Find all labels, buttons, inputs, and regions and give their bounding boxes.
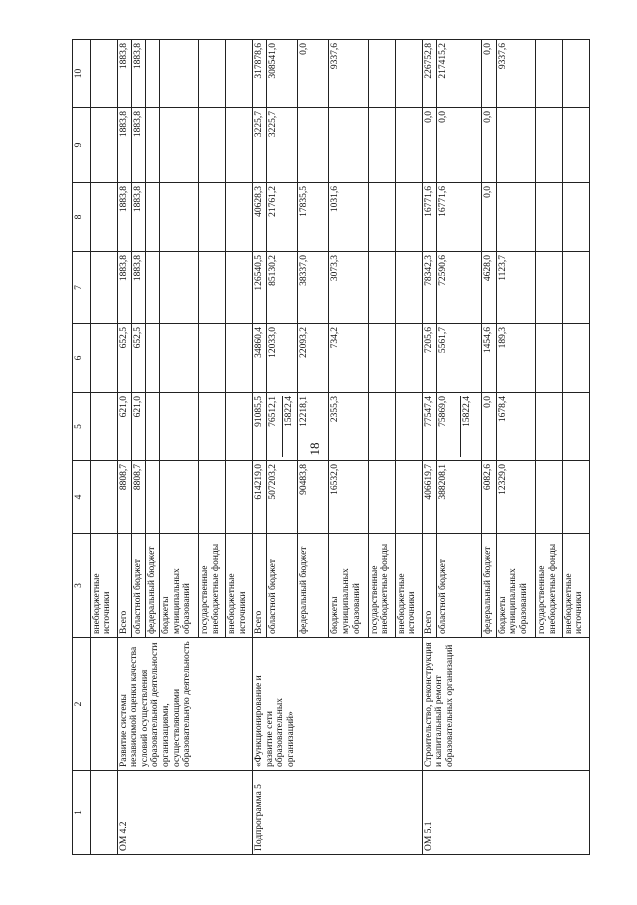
header-cell: 6 [73,324,91,393]
header-row [73,40,91,855]
table-row: ОМ 5.1 Строительство, реконструкция и капитальный ремонт образовательных организаций Всего 406619,7 77547,4 7205,6 78342,3 16771,6 0,0 226752,8 [422,40,436,855]
table-row: федеральный бюджет 6082,6 0,0 1454,6 4628,0 0,0 0,0 0,0 [482,40,496,855]
source-cell: государственные внебюджетные фонды [199,534,226,638]
table-row: Подпрограмма 5 «Функционирование и развитие сети образовательных организаций» Всего 614219,0 91085,5 34860,4 126540,5 40628,3 3225,7 317878,6 [253,40,267,855]
table-row: областной бюджет 8808,7 621,0 652,5 1883,8 1883,8 1883,8 1883,8 [131,40,145,855]
source-cell: Всего [253,534,267,638]
page-number: 18 [307,442,322,456]
header-cell: 4 [73,461,91,534]
table-row: бюджеты муниципальных образований 16532,0 2355,3 734,2 3073,3 1031,6 9337,6 [329,40,368,855]
source-cell: областной бюджет [436,534,482,638]
header-cell: 2 [73,638,91,771]
source-cell: внебюджетные источники [226,534,253,638]
source-cell: федеральный бюджет [298,534,329,638]
source-cell: государственные внебюджетные фонды [368,534,395,638]
name-cell: «Функционирование и развитие сети образовательных организаций» [253,638,423,771]
code-cell: ОМ 5.1 [422,771,589,855]
source-cell: областной бюджет [267,534,298,638]
source-cell: федеральный бюджет [482,534,496,638]
table-row: бюджеты муниципальных образований 12329,0 1678,4 189,3 1123,7 9337,6 [496,40,535,855]
name-cell: Развитие системы независимой оценки качества условий осуществления образовательной деятельности организациями, осуществляющими образовательную деятельность [117,638,253,771]
source-cell: областной бюджет [131,534,145,638]
source-cell: Всего [422,534,436,638]
source-cell: государственные внебюджетные фонды [535,534,562,638]
table-row: ОМ 4.2 Развитие системы независимой оценки качества условий осуществления образовательной деятельности организациями, осуществляющими образовательную деятельность Всего 8808,7 621,0 652,5 1883,8 1883,8 1883,8 1883,8 [117,40,131,855]
header-cell: 10 [73,40,91,108]
source-cell: бюджеты муниципальных образований [329,534,368,638]
source-cell: федеральный бюджет [145,534,159,638]
source-cell: внебюджетные источники [90,534,117,638]
header-cell: 5 [73,393,91,461]
source-cell: внебюджетные источники [395,534,422,638]
header-cell: 3 [73,534,91,638]
table-row [90,40,117,855]
source-cell: бюджеты муниципальных образований [159,534,198,638]
budget-table [72,39,590,855]
header-cell: 7 [73,252,91,324]
header-cell: 1 [73,771,91,855]
code-cell: Подпрограмма 5 [253,771,423,855]
header-cell: 9 [73,108,91,183]
source-cell: бюджеты муниципальных образований [496,534,535,638]
table-row: областной бюджет 507203,2 76512,1 15822,4 12033,0 85130,2 21761,2 3225,7 308541,0 [267,40,298,855]
budget-table-rotated [72,40,590,855]
table-row: федеральный бюджет 90483,8 12218,1 22093,2 38337,0 17835,5 0,0 [298,40,329,855]
name-cell: Строительство, реконструкция и капитальный ремонт образовательных организаций [422,638,589,771]
table-row: областной бюджет 388208,1 75869,0 15822,4 5561,7 72590,6 16771,6 0,0 217415,2 [436,40,482,855]
source-cell: Всего [117,534,131,638]
source-cell: внебюджетные источники [562,534,589,638]
header-cell: 8 [73,183,91,252]
code-cell: ОМ 4.2 [117,771,253,855]
